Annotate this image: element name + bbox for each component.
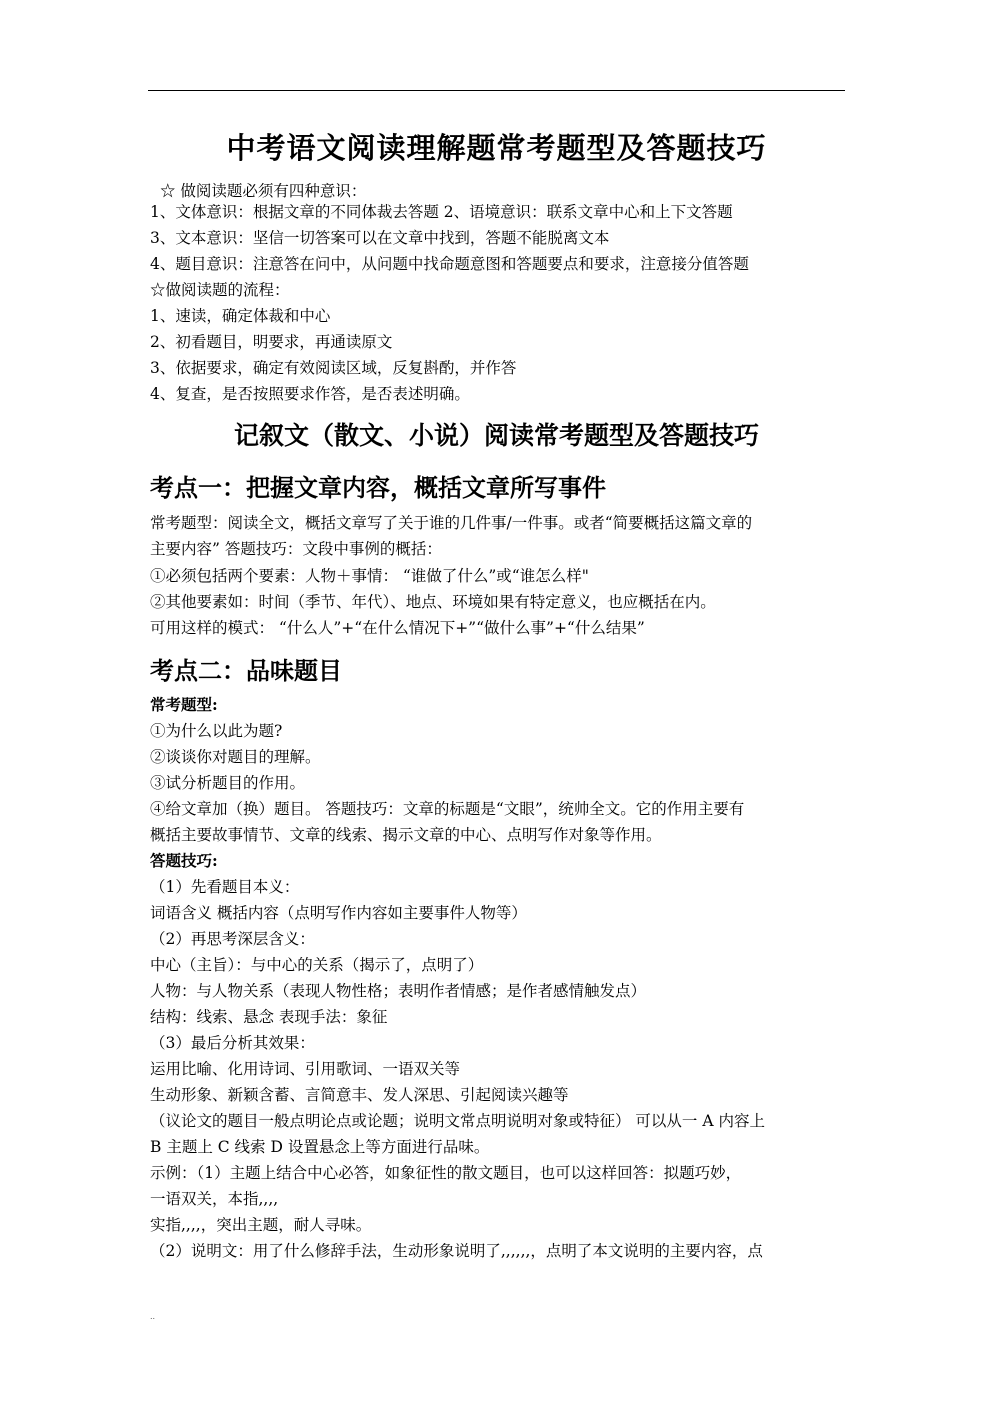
footer-mark: .. <box>150 1312 156 1321</box>
skill-line: （1）先看题目本义： <box>150 878 300 896</box>
intro-line: 1、速读，确定体裁和中心 <box>150 307 331 325</box>
intro-line: 4、复查，是否按照要求作答，是否表述明确。 <box>150 385 470 403</box>
page-title: 中考语文阅读理解题常考题型及答题技巧 <box>226 131 767 165</box>
type-line: ④给文章加（换）题目。 答题技巧：文章的标题是“文眼”，统帅全文。它的作用主要有 <box>150 800 745 818</box>
intro-line: 1、文体意识：根据文章的不同体裁去答题 2、语境意识：联系文章中心和上下文答题 <box>150 203 733 221</box>
type-line: ③试分析题目的作用。 <box>150 774 306 792</box>
skill-line: 一语双关，本指,,,, <box>150 1190 279 1208</box>
intro-line: ☆ 做阅读题必须有四种意识： <box>160 182 367 200</box>
intro-line: ☆做阅读题的流程： <box>150 281 290 299</box>
skill-line: 结构：线索、悬念 表现手法：象征 <box>150 1008 388 1026</box>
intro-line: 2、初看题目，明要求，再通读原文 <box>150 333 393 351</box>
intro-line: 3、依据要求，确定有效阅读区域，反复斟酌，并作答 <box>150 359 517 377</box>
header-rule <box>148 90 845 91</box>
skill-line: 中心（主旨）：与中心的关系（揭示了，点明了） <box>150 956 484 974</box>
skill-line: 示例：（1）主题上结合中心必答，如象征性的散文题目，也可以这样回答：拟题巧妙， <box>150 1164 742 1182</box>
intro-line: 3、文本意识：坚信一切答案可以在文章中找到，答题不能脱离文本 <box>150 229 610 247</box>
kaodian2-heading: 考点二：品味题目 <box>150 656 342 685</box>
kaodian1-line: ①必须包括两个要素：人物＋事情： “谁做了什么”或“谁怎么样" <box>150 567 589 585</box>
type-line: 概括主要故事情节、文章的线索、揭示文章的中心、点明写作对象等作用。 <box>150 826 662 844</box>
type-line: ①为什么以此为题? <box>150 722 283 740</box>
section-title: 记叙文（散文、小说）阅读常考题型及答题技巧 <box>233 421 759 450</box>
kaodian1-heading: 考点一：把握文章内容，概括文章所写事件 <box>150 473 606 502</box>
type-label: 常考题型: <box>150 695 218 714</box>
kaodian1-line: 主要内容” 答题技巧：文段中事例的概括： <box>150 540 442 558</box>
skill-line: 词语含义 概括内容（点明写作内容如主要事件人物等） <box>150 904 527 922</box>
skill-line: （2）再思考深层含义： <box>150 930 315 948</box>
kaodian1-line: 可用这样的模式： “什么人”+“在什么情况下+”“做什么事”+“什么结果” <box>150 619 645 637</box>
kaodian1-line: 常考题型：阅读全文，概括文章写了关于谁的几件事/一件事。或者“简要概括这篇文章的 <box>150 514 753 532</box>
skill-line: （3）最后分析其效果： <box>150 1034 315 1052</box>
kaodian1-line: ②其他要素如：时间（季节、年代）、地点、环境如果有特定意义，也应概括在内。 <box>150 593 716 611</box>
skill-line: 人物：与人物关系（表现人物性格；表明作者情感；是作者感情触发点） <box>150 982 647 1000</box>
skill-line: （议论文的题目一般点明论点或论题；说明文常点明说明对象或特征） 可以从一 A 内容上 <box>150 1112 765 1130</box>
skill-line: （2）说明文：用了什么修辞手法，生动形象说明了,,,,,,，点明了本文说明的主要内容，点 <box>150 1242 763 1260</box>
skill-line: 运用比喻、化用诗词、引用歌词、一语双关等 <box>150 1060 461 1078</box>
type-line: ②谈谈你对题目的理解。 <box>150 748 321 766</box>
skill-line: 生动形象、新颖含蓄、言简意丰、发人深思、引起阅读兴趣等 <box>150 1086 569 1104</box>
intro-line: 4、题目意识：注意答在问中，从问题中找命题意图和答题要点和要求，注意接分值答题 <box>150 255 749 273</box>
skill-line: 实指,,,,，突出主题，耐人寻味。 <box>150 1216 372 1234</box>
skill-label: 答题技巧: <box>150 851 218 870</box>
skill-line: B 主题上 C 线索 D 设置悬念上等方面进行品味。 <box>150 1138 490 1156</box>
